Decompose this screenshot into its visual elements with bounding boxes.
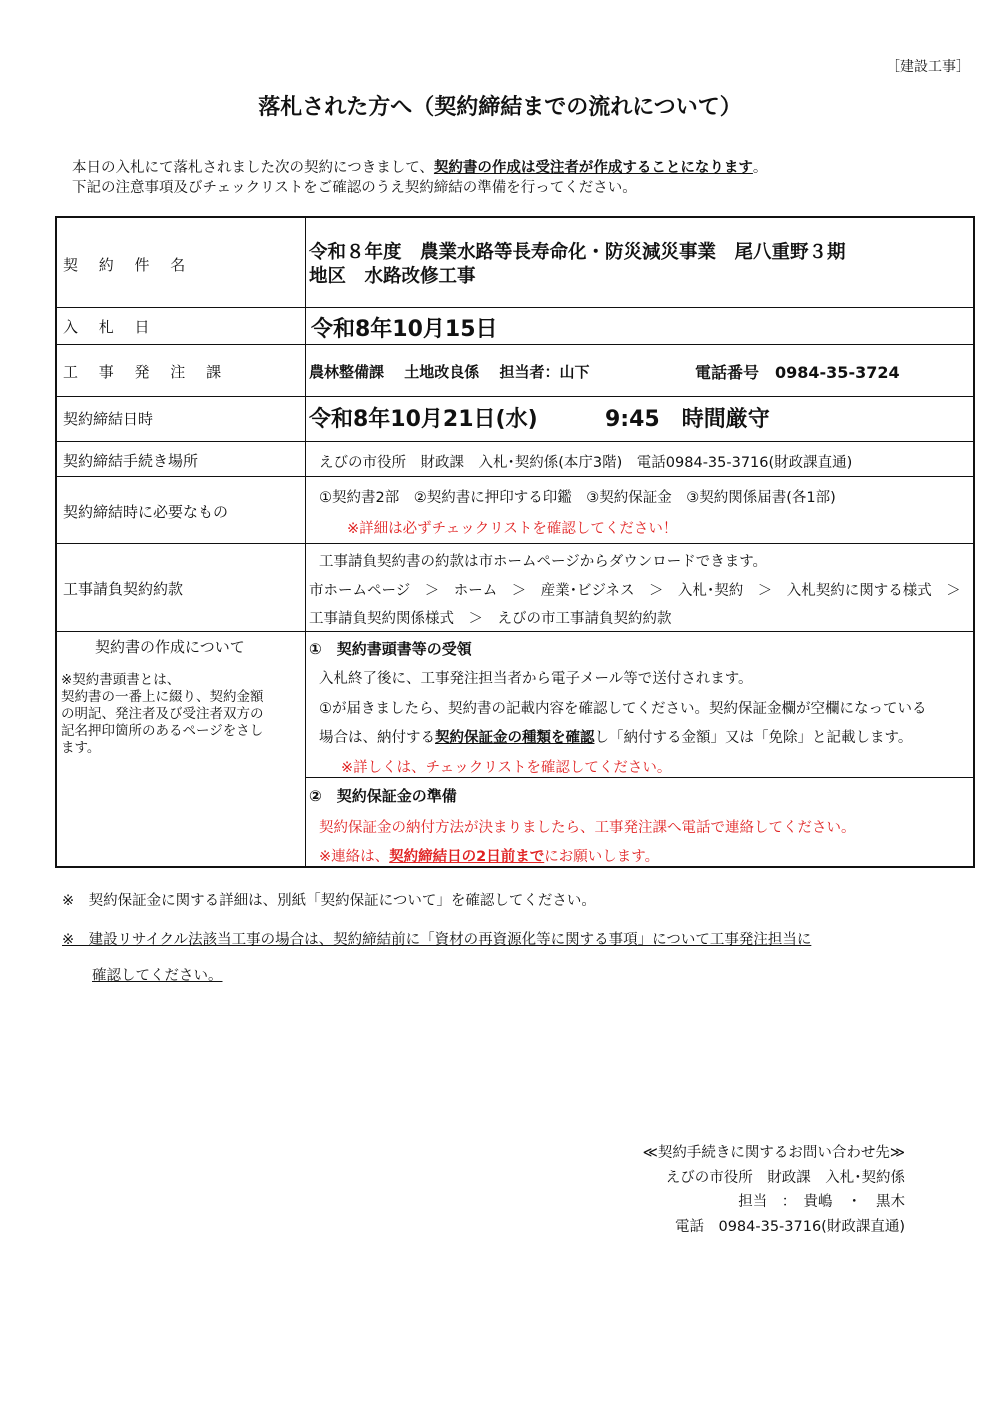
required-items-value: ①契約書2部 ②契約書に押印する印鑑 ③契約保証金 ③契約関係届書(各1部) — [319, 490, 836, 506]
contract-name-value-2: 地区 水路改修工事 — [309, 266, 476, 287]
step-2-text: にお願いします。 — [544, 849, 660, 865]
bid-date-value: 令和8年10月15日 — [311, 317, 498, 342]
row-divider — [57, 344, 973, 345]
row-divider — [57, 441, 973, 442]
required-items-note: ※詳細は必ずチェックリストを確認してください！ — [347, 521, 678, 537]
contact-office: えびの市役所 財政課 入札･契約係 — [665, 1170, 905, 1186]
step-1-text: し「納付する金額」又は「免除」と記載します。 — [594, 730, 913, 746]
contract-datetime-time: 9:45 時間厳守 — [605, 407, 770, 432]
row-divider — [57, 631, 973, 632]
contract-creation-label: 契約書の作成について — [95, 638, 245, 656]
contact-heading: ≪契約手続きに関するお問い合わせ先≫ — [642, 1145, 905, 1161]
header-definition-note — [61, 672, 264, 757]
footnote-recycling-2: 確認してください。 — [92, 968, 223, 984]
step-2-emphasis: 契約締結日の2日前まで — [389, 849, 545, 865]
contract-datetime-label: 契約締結日時 — [63, 410, 154, 428]
step-1-title: ① 契約書頭書等の受領 — [309, 640, 472, 658]
step-2-title: ② 契約保証金の準備 — [309, 787, 457, 805]
page-title: 落札された方へ（契約締結までの流れについて） — [258, 95, 742, 120]
step-1-line-2: ①が届きましたら、契約書の記載内容を確認してください。契約保証金欄が空欄になっている — [319, 701, 927, 717]
footnote-guarantee: ※ 契約保証金に関する詳細は、別紙「契約保証について」を確認してください。 — [62, 893, 596, 909]
contract-name-value-1: 令和８年度 農業水路等長寿命化・防災減災事業 尾八重野３期 — [309, 242, 846, 263]
step-2-text: ※連絡は、 — [319, 849, 390, 865]
intro-period: 。 — [752, 160, 768, 176]
contract-terms-line-1: 工事請負契約書の約款は市ホームページからダウンロードできます。 — [319, 554, 768, 570]
row-divider — [305, 777, 973, 778]
step-1-emphasis: 契約保証金の種類を確認 — [435, 730, 595, 746]
contract-terms-path-2: 工事請負契約関係様式 ＞ えびの市工事請負契約約款 — [309, 611, 672, 627]
note-line: 契約書の一番上に綴り、契約金額 — [61, 689, 264, 705]
step-1-note: ※詳しくは、チェックリストを確認してください。 — [341, 760, 672, 776]
step-1-text: 場合は、納付する — [319, 730, 435, 746]
note-line: の明記、発注者及び受注者双方の — [61, 706, 264, 722]
bid-date-label: 入 札 日 — [63, 318, 158, 336]
contract-info-table — [55, 216, 975, 868]
contract-name-label: 契 約 件 名 — [63, 256, 194, 274]
intro-emphasis: 契約書の作成は受注者が作成することになります — [433, 160, 753, 176]
contract-place-value: えびの市役所 財政課 入札･契約係(本庁3階) 電話0984-35-3716(財政課直通) — [319, 455, 853, 471]
step-2-line-1: 契約保証金の納付方法が決まりましたら、工事発注課へ電話で連絡してください。 — [319, 820, 856, 836]
contract-place-label: 契約締結手続き場所 — [63, 452, 199, 470]
ordering-dept-value: 農林整備課 土地改良係 担当者：山下 — [309, 363, 590, 381]
contract-datetime-date: 令和8年10月21日(水) — [309, 407, 538, 432]
ordering-dept-phone: 電話番号 0984-35-3724 — [695, 363, 900, 382]
row-divider — [57, 307, 973, 308]
contract-terms-label: 工事請負契約約款 — [63, 580, 184, 598]
contact-person: 担当 ： 貴嶋 ・ 黒木 — [738, 1194, 905, 1210]
required-items-label: 契約締結時に必要なもの — [63, 503, 229, 521]
row-divider — [57, 476, 973, 477]
step-1-line-3 — [319, 726, 912, 747]
step-2-line-2 — [319, 845, 659, 866]
footnote-recycling: ※ 建設リサイクル法該当工事の場合は、契約締結前に「資材の再資源化等に関する事項」について工事発注担当に — [62, 932, 812, 948]
note-line: ます。 — [61, 740, 101, 756]
contact-phone: 電話 0984-35-3716(財政課直通) — [674, 1219, 905, 1235]
note-line: 記名押印箇所のあるページをさし — [61, 723, 264, 739]
document-category-tag: ［建設工事］ — [886, 59, 970, 75]
contract-terms-path: 市ホームページ ＞ ホーム ＞ 産業･ビジネス ＞ 入札･契約 ＞ 入札契約に関する様式 ＞ — [309, 583, 961, 599]
intro-text: 本日の入札にて落札されました次の契約につきまして、 — [72, 160, 434, 176]
intro-line-1 — [72, 156, 767, 177]
step-1-line-1: 入札終了後に、工事発注担当者から電子メール等で送付されます。 — [319, 671, 753, 687]
intro-line-2: 下記の注意事項及びチェックリストをご確認のうえ契約締結の準備を行ってください。 — [72, 180, 637, 196]
row-divider — [57, 396, 973, 397]
column-divider — [305, 218, 306, 866]
row-divider — [57, 543, 973, 544]
note-line: ※契約書頭書とは、 — [61, 672, 181, 688]
ordering-dept-label: 工 事 発 注 課 — [63, 363, 230, 381]
